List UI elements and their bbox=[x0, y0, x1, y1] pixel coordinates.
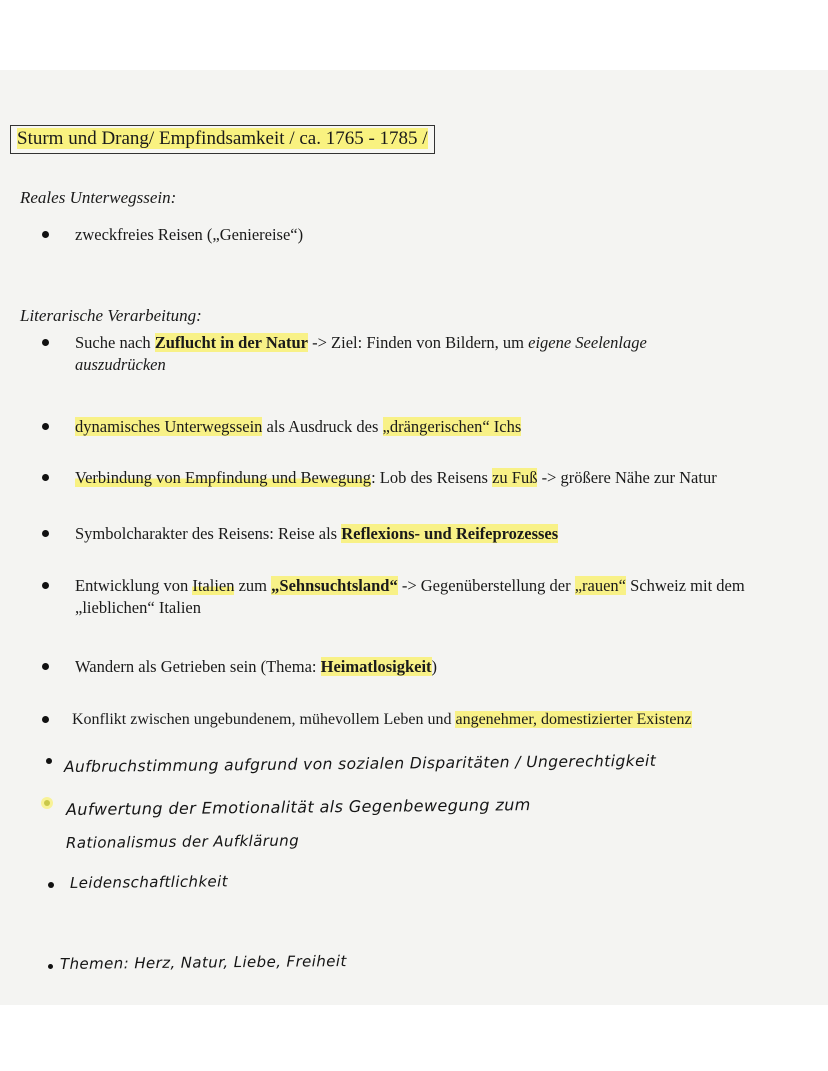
bullet-icon bbox=[42, 231, 49, 238]
page-title bbox=[10, 125, 435, 154]
handwritten-note-1: Aufbruchstimmung aufgrund von sozialen Disparitäten / Ungerechtigkeit bbox=[63, 751, 657, 776]
bullet-icon bbox=[42, 423, 49, 430]
list-item: Verbindung von Empfindung und Bewegung: Lob des Reisens zu Fuß -> größere Nähe zur Natur bbox=[75, 468, 717, 487]
handwritten-note-3: Leidenschaftlichkeit bbox=[69, 872, 229, 892]
list-item: Symbolcharakter des Reisens: Reise als Reflexions- und Reifeprozesses bbox=[75, 524, 559, 543]
title-main: Sturm und Drang/ Empfindsamkeit bbox=[17, 128, 285, 149]
handwritten-note-2: Aufwertung der Emotionalität als Gegenbewegung zum bbox=[65, 795, 531, 819]
handwritten-themes: Themen: Herz, Natur, Liebe, Freiheit bbox=[59, 951, 347, 973]
list-item: dynamisches Unterwegssein als Ausdruck des „drängerischen“ Ichs bbox=[75, 417, 522, 436]
bullet-icon bbox=[42, 530, 49, 537]
bullet-icon bbox=[44, 800, 50, 806]
bullet-icon bbox=[42, 474, 49, 481]
list-item: Wandern als Getrieben sein (Thema: Heimatlosigkeit) bbox=[75, 657, 438, 676]
bullet-icon bbox=[42, 582, 49, 589]
bullet-icon bbox=[46, 758, 52, 764]
title-period: / ca. 1765 - 1785 / bbox=[284, 128, 428, 149]
handwritten-note-2-continued: Rationalismus der Aufklärung bbox=[65, 831, 300, 852]
bullet-icon bbox=[48, 964, 53, 969]
list-item: Konflikt zwischen ungebundenem, mühevollem Leben und angenehmer, domestizierter Existenz bbox=[72, 711, 692, 728]
list-item: zweckfreies Reisen („Geniereise“) bbox=[75, 225, 304, 244]
list-item: Suche nach Zuflucht in der Natur -> Ziel: Finden von Bildern, um eigene Seelenlage auszudrücken bbox=[75, 333, 647, 374]
bullet-icon bbox=[42, 716, 49, 723]
list-item: Entwicklung von Italien zum „Sehnsuchtsland“ -> Gegenüberstellung der „rauen“ Schweiz mit dem „lieblichen“ Italien bbox=[75, 576, 745, 617]
bullet-icon bbox=[42, 339, 49, 346]
heading-reales-unterwegssein: Reales Unterwegssein: bbox=[20, 188, 177, 207]
heading-literarische-verarbeitung: Literarische Verarbeitung: bbox=[20, 306, 202, 325]
bullet-icon bbox=[48, 882, 54, 888]
bullet-icon bbox=[42, 663, 49, 670]
